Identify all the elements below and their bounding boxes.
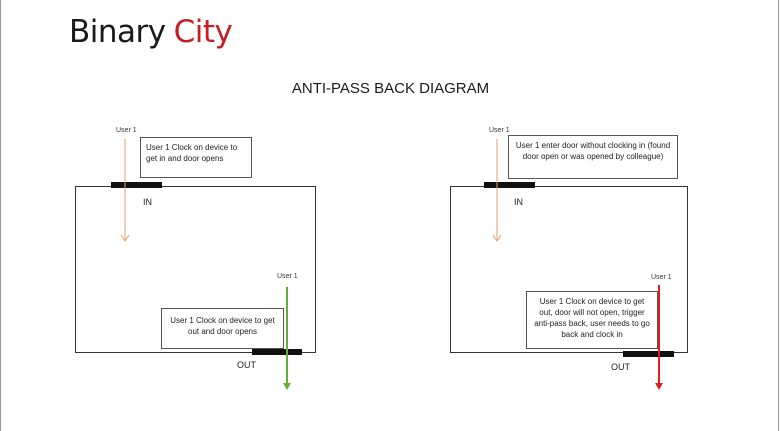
- right-user-bottom-label: User 1: [651, 274, 672, 281]
- right-note-out: User 1 Clock on device to get out, door will not open, trigger anti-pass back, user needs to go back and clock in: [526, 291, 658, 349]
- right-out-label: OUT: [611, 362, 630, 372]
- right-in-arrow: [493, 139, 501, 241]
- left-out-arrow: [283, 287, 291, 390]
- left-note-out: User 1 Clock on device to get out and door opens: [161, 308, 284, 349]
- logo-word-binary: Binary: [69, 14, 166, 50]
- diagram-title: ANTI-PASS BACK DIAGRAM: [291, 80, 490, 97]
- right-in-label: IN: [514, 197, 523, 207]
- left-note-in: User 1 Clock on device to get in and door opens: [140, 137, 252, 178]
- right-user-top-label: User 1: [489, 127, 510, 134]
- left-user-top-label: User 1: [116, 127, 137, 134]
- right-note-in: User 1 enter door without clocking in (found door open or was opened by colleague): [508, 135, 678, 179]
- right-out-arrow: [655, 285, 663, 390]
- left-out-label: OUT: [237, 360, 256, 370]
- left-in-label: IN: [143, 197, 152, 207]
- left-user-bottom-label: User 1: [277, 273, 298, 280]
- left-in-arrow: [121, 139, 129, 241]
- logo-word-city: City: [173, 14, 233, 50]
